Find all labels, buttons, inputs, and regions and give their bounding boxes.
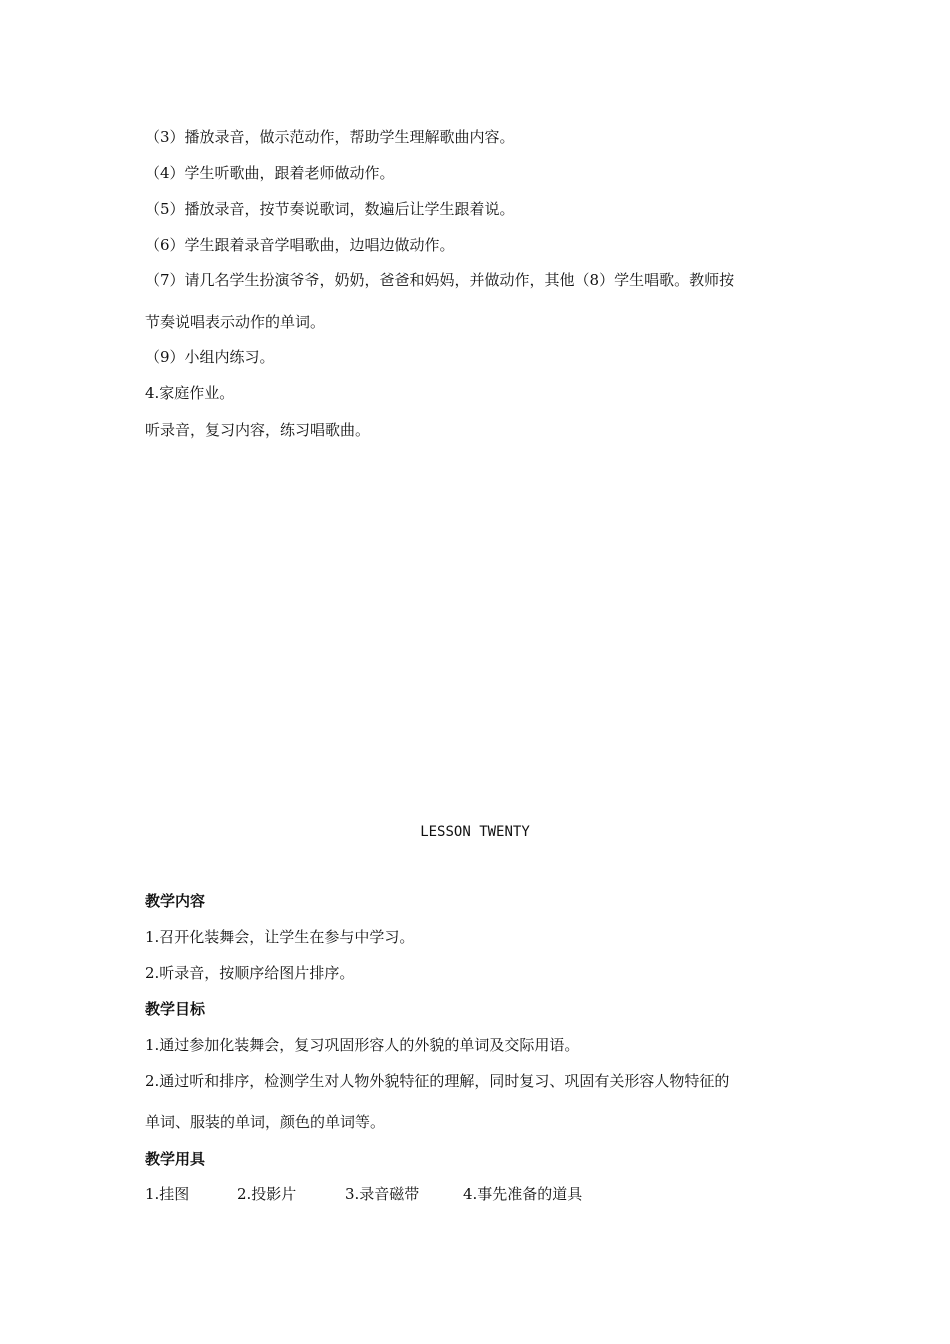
step-4-line: （4）学生听歌曲，跟着老师做动作。 (145, 164, 395, 182)
goals-heading: 教学目标 (145, 1000, 206, 1018)
tool-item-3: 3.录音磁带 (345, 1185, 420, 1203)
step-6-line: （6）学生跟着录音学唱歌曲，边唱边做动作。 (145, 236, 455, 254)
step-3-line: （3）播放录音，做示范动作，帮助学生理解歌曲内容。 (145, 128, 515, 146)
homework-text: 听录音，复习内容，练习唱歌曲。 (145, 421, 371, 439)
step-7-continuation-line: 节奏说唱表示动作的单词。 (145, 313, 326, 331)
goals-item-2-continuation: 单词、服装的单词，颜色的单词等。 (145, 1113, 386, 1131)
step-7-line: （7）请几名学生扮演爷爷，奶奶，爸爸和妈妈，并做动作，其他（8）学生唱歌。教师按 (145, 271, 735, 289)
step-5-line: （5）播放录音，按节奏说歌词，数遍后让学生跟着说。 (145, 200, 515, 218)
content-item-2: 2.听录音，按顺序给图片排序。 (145, 964, 355, 982)
step-9-line: （9）小组内练习。 (145, 348, 275, 366)
homework-heading: 4.家庭作业。 (145, 384, 235, 402)
goals-item-1: 1.通过参加化装舞会，复习巩固形容人的外貌的单词及交际用语。 (145, 1036, 580, 1054)
goals-item-2: 2.通过听和排序，检测学生对人物外貌特征的理解，同时复习、巩固有关形容人物特征的 (145, 1072, 730, 1090)
tool-item-4: 4.事先准备的道具 (463, 1185, 583, 1203)
tool-item-1: 1.挂图 (145, 1185, 190, 1203)
content-item-1: 1.召开化装舞会，让学生在参与中学习。 (145, 928, 415, 946)
tools-list (145, 1184, 582, 1204)
content-heading: 教学内容 (145, 892, 206, 910)
lesson-title: LESSON TWENTY (420, 824, 530, 840)
tools-heading: 教学用具 (145, 1150, 206, 1168)
tool-item-2: 2.投影片 (237, 1185, 297, 1203)
